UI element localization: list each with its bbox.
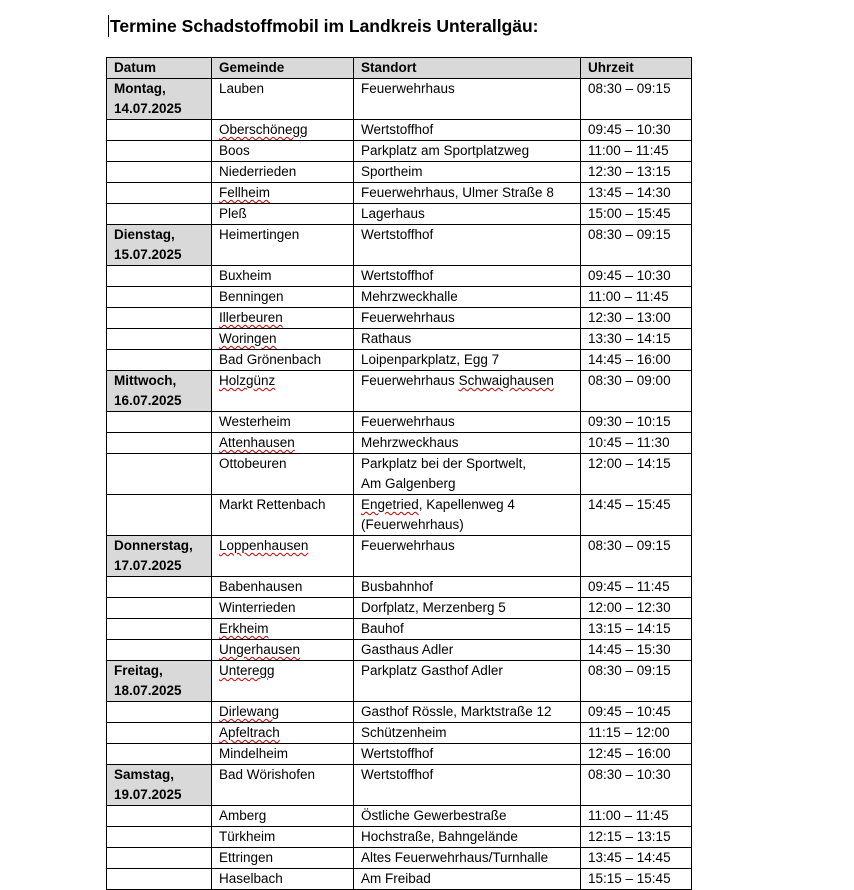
location-line: Wertstoffhof [361, 746, 434, 761]
time-cell: 15:15 – 15:45 [581, 869, 692, 890]
municipality-name: Erkheim [219, 621, 269, 636]
location-cell [354, 287, 581, 308]
table-row [107, 744, 692, 765]
municipality-cell [212, 598, 354, 619]
schedule-body [107, 79, 692, 890]
location-cell [354, 266, 581, 287]
text-cursor [108, 15, 109, 37]
municipality-name: Apfeltrach [219, 725, 280, 740]
location-line: Wertstoffhof [361, 122, 434, 137]
location-cell [354, 661, 581, 702]
municipality-cell [212, 350, 354, 371]
location-line: Altes Feuerwehrhaus/Turnhalle [361, 850, 549, 865]
location-line: Mehrzweckhalle [361, 289, 458, 304]
municipality-name: Bad Grönenbach [219, 352, 322, 367]
date-cell-empty [107, 827, 212, 848]
time-cell: 09:45 – 11:45 [581, 577, 692, 598]
municipality-cell [212, 183, 354, 204]
location-text: Feuerwehrhaus [361, 373, 459, 388]
date-cell [107, 536, 212, 577]
date-cell [107, 661, 212, 702]
table-row [107, 619, 692, 640]
date-cell-empty [107, 744, 212, 765]
table-row [107, 848, 692, 869]
municipality-name: Mindelheim [219, 746, 289, 761]
location-cell [354, 619, 581, 640]
date-cell-empty [107, 266, 212, 287]
municipality-cell [212, 225, 354, 266]
municipality-name: Oberschönegg [219, 122, 308, 137]
location-line: Östliche Gewerbestraße [361, 808, 507, 823]
municipality-name: Fellheim [219, 185, 271, 200]
municipality-name: Markt Rettenbach [219, 497, 326, 512]
date-cell-empty [107, 495, 212, 536]
table-row [107, 536, 692, 577]
time-cell: 09:45 – 10:30 [581, 120, 692, 141]
date-cell-empty [107, 433, 212, 454]
date-cell-empty [107, 848, 212, 869]
municipality-cell [212, 619, 354, 640]
table-row [107, 702, 692, 723]
time-cell: 11:00 – 11:45 [581, 141, 692, 162]
location-cell [354, 79, 581, 120]
date-cell [107, 765, 212, 806]
location-line: Mehrzweckhaus [361, 435, 459, 450]
table-row [107, 204, 692, 225]
time-cell: 08:30 – 09:15 [581, 661, 692, 702]
table-row [107, 661, 692, 702]
municipality-name: Holzgünz [219, 373, 276, 388]
municipality-name: Unteregg [219, 663, 275, 678]
time-cell: 12:15 – 13:15 [581, 827, 692, 848]
municipality-cell [212, 723, 354, 744]
municipality-cell [212, 204, 354, 225]
header-location: Standort [354, 58, 581, 79]
municipality-name: Loppenhausen [219, 538, 309, 553]
table-row [107, 350, 692, 371]
time-cell: 08:30 – 09:15 [581, 536, 692, 577]
date-cell-empty [107, 287, 212, 308]
date-cell-empty [107, 619, 212, 640]
municipality-name: Babenhausen [219, 579, 303, 594]
municipality-cell [212, 287, 354, 308]
municipality-name: Ottobeuren [219, 456, 287, 471]
location-cell [354, 806, 581, 827]
time-cell: 14:45 – 15:45 [581, 495, 692, 536]
location-cell [354, 827, 581, 848]
municipality-name: Illerbeuren [219, 310, 283, 325]
date-label: 14.07.2025 [114, 101, 182, 116]
date-label: 18.07.2025 [114, 683, 182, 698]
table-row [107, 266, 692, 287]
table-row [107, 287, 692, 308]
municipality-cell [212, 141, 354, 162]
municipality-name: Benningen [219, 289, 284, 304]
municipality-name: Boos [219, 143, 250, 158]
location-cell [354, 869, 581, 890]
date-cell [107, 371, 212, 412]
time-cell: 12:45 – 16:00 [581, 744, 692, 765]
table-row [107, 141, 692, 162]
location-line [361, 495, 580, 515]
location-line: Parkplatz am Sportplatzweg [361, 143, 530, 158]
location-text-flagged: Engetried [361, 497, 419, 512]
municipality-cell [212, 433, 354, 454]
table-row [107, 183, 692, 204]
location-line: Wertstoffhof [361, 227, 434, 242]
date-label: 16.07.2025 [114, 393, 182, 408]
municipality-cell [212, 702, 354, 723]
date-cell-empty [107, 598, 212, 619]
location-cell [354, 640, 581, 661]
municipality-name: Ettringen [219, 850, 274, 865]
location-line: Dorfplatz, Merzenberg 5 [361, 600, 506, 615]
municipality-name: Buxheim [219, 268, 272, 283]
table-row [107, 598, 692, 619]
weekday-label: Donnerstag, [114, 538, 193, 553]
table-row [107, 308, 692, 329]
municipality-cell [212, 806, 354, 827]
location-cell [354, 225, 581, 266]
municipality-cell [212, 371, 354, 412]
table-row [107, 723, 692, 744]
municipality-cell [212, 744, 354, 765]
location-line: Wertstoffhof [361, 268, 434, 283]
table-row [107, 120, 692, 141]
date-cell [107, 79, 212, 120]
time-cell: 14:45 – 15:30 [581, 640, 692, 661]
municipality-cell [212, 536, 354, 577]
time-cell: 13:45 – 14:30 [581, 183, 692, 204]
time-cell: 09:45 – 10:45 [581, 702, 692, 723]
location-cell [354, 848, 581, 869]
table-row [107, 869, 692, 890]
municipality-cell [212, 79, 354, 120]
location-line: Lagerhaus [361, 206, 425, 221]
header-time: Uhrzeit [581, 58, 692, 79]
location-cell [354, 495, 581, 536]
location-text-flagged: Schwaighausen [458, 373, 554, 388]
municipality-cell [212, 120, 354, 141]
date-cell-empty [107, 702, 212, 723]
time-cell: 13:30 – 14:15 [581, 329, 692, 350]
location-cell [354, 141, 581, 162]
location-cell [354, 329, 581, 350]
table-row [107, 225, 692, 266]
location-line: Sportheim [361, 164, 423, 179]
table-row [107, 329, 692, 350]
location-cell [354, 723, 581, 744]
location-cell [354, 765, 581, 806]
location-line: Feuerwehrhaus [361, 538, 455, 553]
location-line: Gasthof Rössle, Marktstraße 12 [361, 704, 552, 719]
table-row [107, 454, 692, 495]
time-cell: 08:30 – 10:30 [581, 765, 692, 806]
location-line [361, 371, 580, 391]
table-row [107, 79, 692, 120]
page-title: Termine Schadstoffmobil im Landkreis Unterallgäu: [110, 16, 539, 36]
date-cell-empty [107, 183, 212, 204]
table-row [107, 495, 692, 536]
municipality-cell [212, 454, 354, 495]
location-line: Am Freibad [361, 871, 431, 886]
time-cell: 12:00 – 14:15 [581, 454, 692, 495]
date-label: 19.07.2025 [114, 787, 182, 802]
location-line: Parkplatz Gasthof Adler [361, 663, 503, 678]
municipality-name: Haselbach [219, 871, 283, 886]
location-cell [354, 598, 581, 619]
location-line: Wertstoffhof [361, 767, 434, 782]
municipality-name: Amberg [219, 808, 267, 823]
location-line: Feuerwehrhaus [361, 310, 455, 325]
weekday-label: Freitag, [114, 663, 163, 678]
municipality-cell [212, 577, 354, 598]
location-line-2: (Feuerwehrhaus) [361, 517, 464, 532]
time-cell: 09:30 – 10:15 [581, 412, 692, 433]
table-row [107, 162, 692, 183]
date-cell-empty [107, 412, 212, 433]
location-line: Loipenparkplatz, Egg 7 [361, 352, 500, 367]
time-cell: 08:30 – 09:15 [581, 225, 692, 266]
date-cell-empty [107, 204, 212, 225]
municipality-name: Winterrieden [219, 600, 296, 615]
location-line-2: Am Galgenberg [361, 476, 456, 491]
location-line: Parkplatz bei der Sportwelt, [361, 456, 527, 471]
date-cell-empty [107, 308, 212, 329]
table-row [107, 640, 692, 661]
time-cell: 11:00 – 11:45 [581, 287, 692, 308]
date-label: 17.07.2025 [114, 558, 182, 573]
date-cell-empty [107, 806, 212, 827]
location-cell [354, 183, 581, 204]
time-cell: 12:30 – 13:15 [581, 162, 692, 183]
municipality-cell [212, 848, 354, 869]
time-cell: 11:00 – 11:45 [581, 806, 692, 827]
municipality-cell [212, 827, 354, 848]
weekday-label: Montag, [114, 81, 166, 96]
time-cell: 13:45 – 14:45 [581, 848, 692, 869]
date-cell-empty [107, 454, 212, 495]
municipality-name: Türkheim [219, 829, 276, 844]
table-row [107, 433, 692, 454]
time-cell: 15:00 – 15:45 [581, 204, 692, 225]
table-row [107, 371, 692, 412]
municipality-name: Dirlewang [219, 704, 280, 719]
municipality-name: Bad Wörishofen [219, 767, 316, 782]
date-cell-empty [107, 120, 212, 141]
location-cell [354, 454, 581, 495]
date-cell-empty [107, 869, 212, 890]
location-line: Feuerwehrhaus, Ulmer Straße 8 [361, 185, 554, 200]
time-cell: 12:00 – 12:30 [581, 598, 692, 619]
location-cell [354, 350, 581, 371]
municipality-name: Woringen [219, 331, 277, 346]
date-cell-empty [107, 577, 212, 598]
municipality-cell [212, 162, 354, 183]
location-line: Feuerwehrhaus [361, 414, 455, 429]
date-cell-empty [107, 141, 212, 162]
municipality-name: Niederrieden [219, 164, 297, 179]
municipality-name: Pleß [219, 206, 247, 221]
time-cell: 08:30 – 09:00 [581, 371, 692, 412]
weekday-label: Mittwoch, [114, 373, 177, 388]
time-cell: 14:45 – 16:00 [581, 350, 692, 371]
header-date: Datum [107, 58, 212, 79]
municipality-cell [212, 640, 354, 661]
location-line: Bauhof [361, 621, 404, 636]
municipality-name: Ungerhausen [219, 642, 301, 657]
date-cell-empty [107, 162, 212, 183]
date-label: 15.07.2025 [114, 247, 182, 262]
time-cell: 09:45 – 10:30 [581, 266, 692, 287]
time-cell: 08:30 – 09:15 [581, 79, 692, 120]
schedule-table [106, 57, 692, 890]
location-cell [354, 433, 581, 454]
location-cell [354, 577, 581, 598]
municipality-cell [212, 412, 354, 433]
municipality-name: Westerheim [219, 414, 291, 429]
municipality-cell [212, 329, 354, 350]
table-row [107, 806, 692, 827]
location-line: Rathaus [361, 331, 412, 346]
table-row [107, 577, 692, 598]
date-cell-empty [107, 329, 212, 350]
location-text: , Kapellenweg 4 [418, 497, 515, 512]
municipality-cell [212, 495, 354, 536]
municipality-cell [212, 869, 354, 890]
weekday-label: Dienstag, [114, 227, 175, 242]
date-cell-empty [107, 350, 212, 371]
location-cell [354, 371, 581, 412]
location-cell [354, 412, 581, 433]
date-cell [107, 225, 212, 266]
table-header-row [107, 58, 692, 79]
table-row [107, 412, 692, 433]
municipality-name: Attenhausen [219, 435, 295, 450]
header-municipality: Gemeinde [212, 58, 354, 79]
municipality-name: Lauben [219, 81, 265, 96]
municipality-cell [212, 266, 354, 287]
location-cell [354, 536, 581, 577]
time-cell: 12:30 – 13:00 [581, 308, 692, 329]
location-line: Gasthaus Adler [361, 642, 454, 657]
time-cell: 10:45 – 11:30 [581, 433, 692, 454]
date-cell-empty [107, 640, 212, 661]
location-cell [354, 162, 581, 183]
date-cell-empty [107, 723, 212, 744]
municipality-cell [212, 308, 354, 329]
location-cell [354, 744, 581, 765]
location-line: Feuerwehrhaus [361, 81, 455, 96]
table-row [107, 827, 692, 848]
municipality-name: Heimertingen [219, 227, 300, 242]
location-cell [354, 702, 581, 723]
municipality-cell [212, 765, 354, 806]
table-row [107, 765, 692, 806]
weekday-label: Samstag, [114, 767, 175, 782]
location-line: Hochstraße, Bahngelände [361, 829, 518, 844]
location-line: Schützenheim [361, 725, 447, 740]
time-cell: 13:15 – 14:15 [581, 619, 692, 640]
location-line: Busbahnhof [361, 579, 434, 594]
location-cell [354, 120, 581, 141]
time-cell: 11:15 – 12:00 [581, 723, 692, 744]
municipality-cell [212, 661, 354, 702]
location-cell [354, 308, 581, 329]
location-cell [354, 204, 581, 225]
